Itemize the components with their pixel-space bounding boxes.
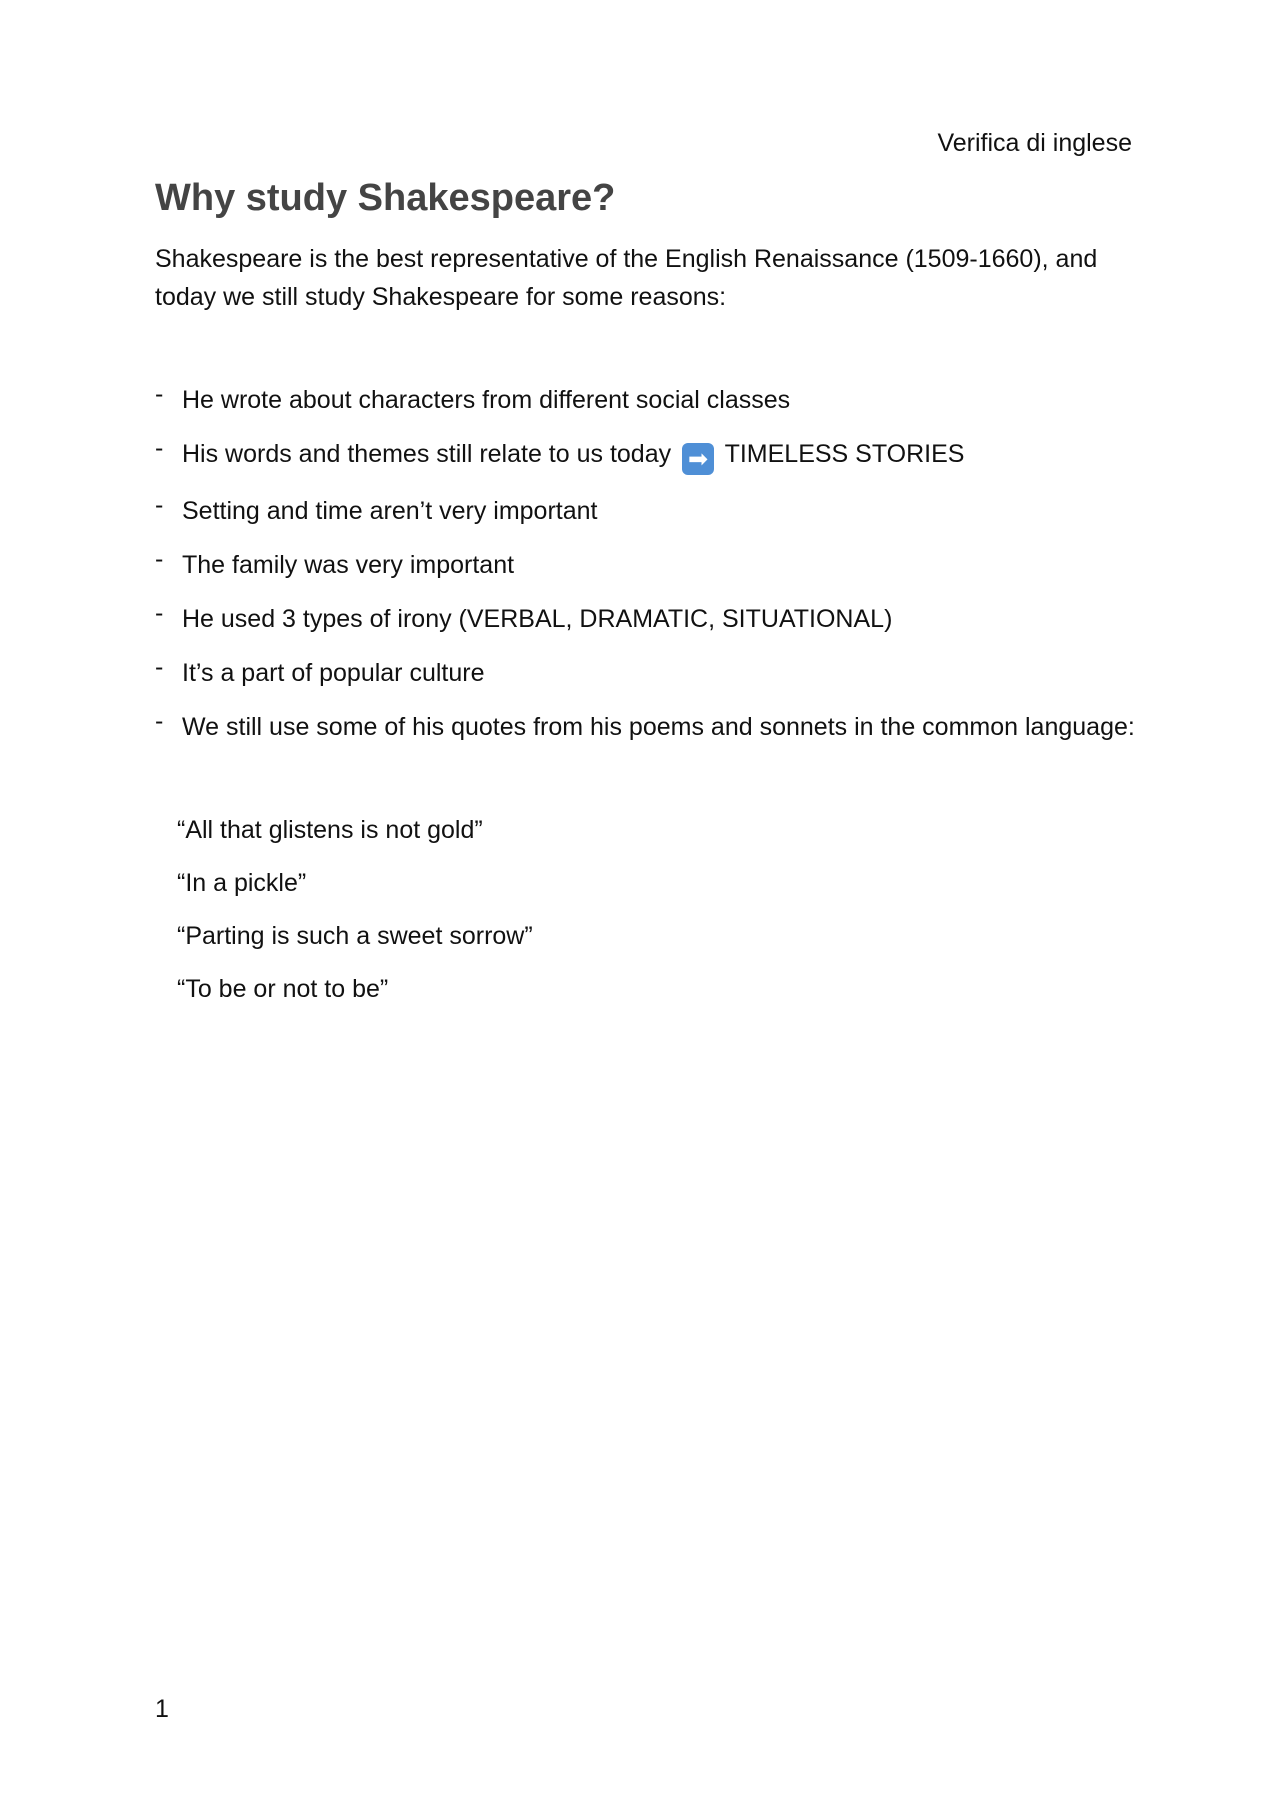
bullet-dash: - (155, 653, 164, 681)
quote-item: “Parting is such a sweet sorrow” (177, 922, 533, 950)
intro-paragraph: Shakespeare is the best representative of the English Renaissance (1509-1660), and today we still study Shakespeare for some reasons: (155, 245, 1098, 311)
reason-suffix: TIMELESS STORIES (724, 440, 965, 468)
list-item (155, 655, 1145, 691)
quote-item: “In a pickle” (177, 869, 307, 897)
reason-text: His words and themes still relate to us today (182, 440, 672, 468)
bullet-dash: - (155, 707, 164, 735)
reason-text: We still use some of his quotes from his poems and sonnets in the common language: (182, 713, 1135, 741)
reason-text: Setting and time aren’t very important (182, 497, 598, 525)
list-item (155, 493, 1145, 529)
bullet-dash: - (155, 491, 164, 519)
reason-text: He used 3 types of irony (VERBAL, DRAMATIC, SITUATIONAL) (182, 605, 893, 633)
quote-item: “To be or not to be” (177, 975, 389, 1003)
reasons-list (155, 382, 1145, 763)
page-header: Verifica di inglese (937, 129, 1132, 157)
page-number: 1 (155, 1695, 169, 1723)
list-item (155, 436, 1145, 475)
list-item (155, 709, 1145, 745)
right-arrow-icon: ➡ (682, 443, 714, 475)
reason-text: It’s a part of popular culture (182, 659, 485, 687)
list-item (155, 547, 1145, 583)
list-item (155, 382, 1145, 418)
bullet-dash: - (155, 380, 164, 408)
bullet-dash: - (155, 434, 164, 462)
quotes-list (177, 812, 533, 1024)
reason-text: He wrote about characters from different social classes (182, 386, 791, 414)
reason-text: The family was very important (182, 551, 515, 579)
quote-item: “All that glistens is not gold” (177, 816, 483, 844)
bullet-dash: - (155, 545, 164, 573)
page-title: Why study Shakespeare? (155, 177, 616, 219)
bullet-dash: - (155, 599, 164, 627)
list-item (155, 601, 1145, 637)
